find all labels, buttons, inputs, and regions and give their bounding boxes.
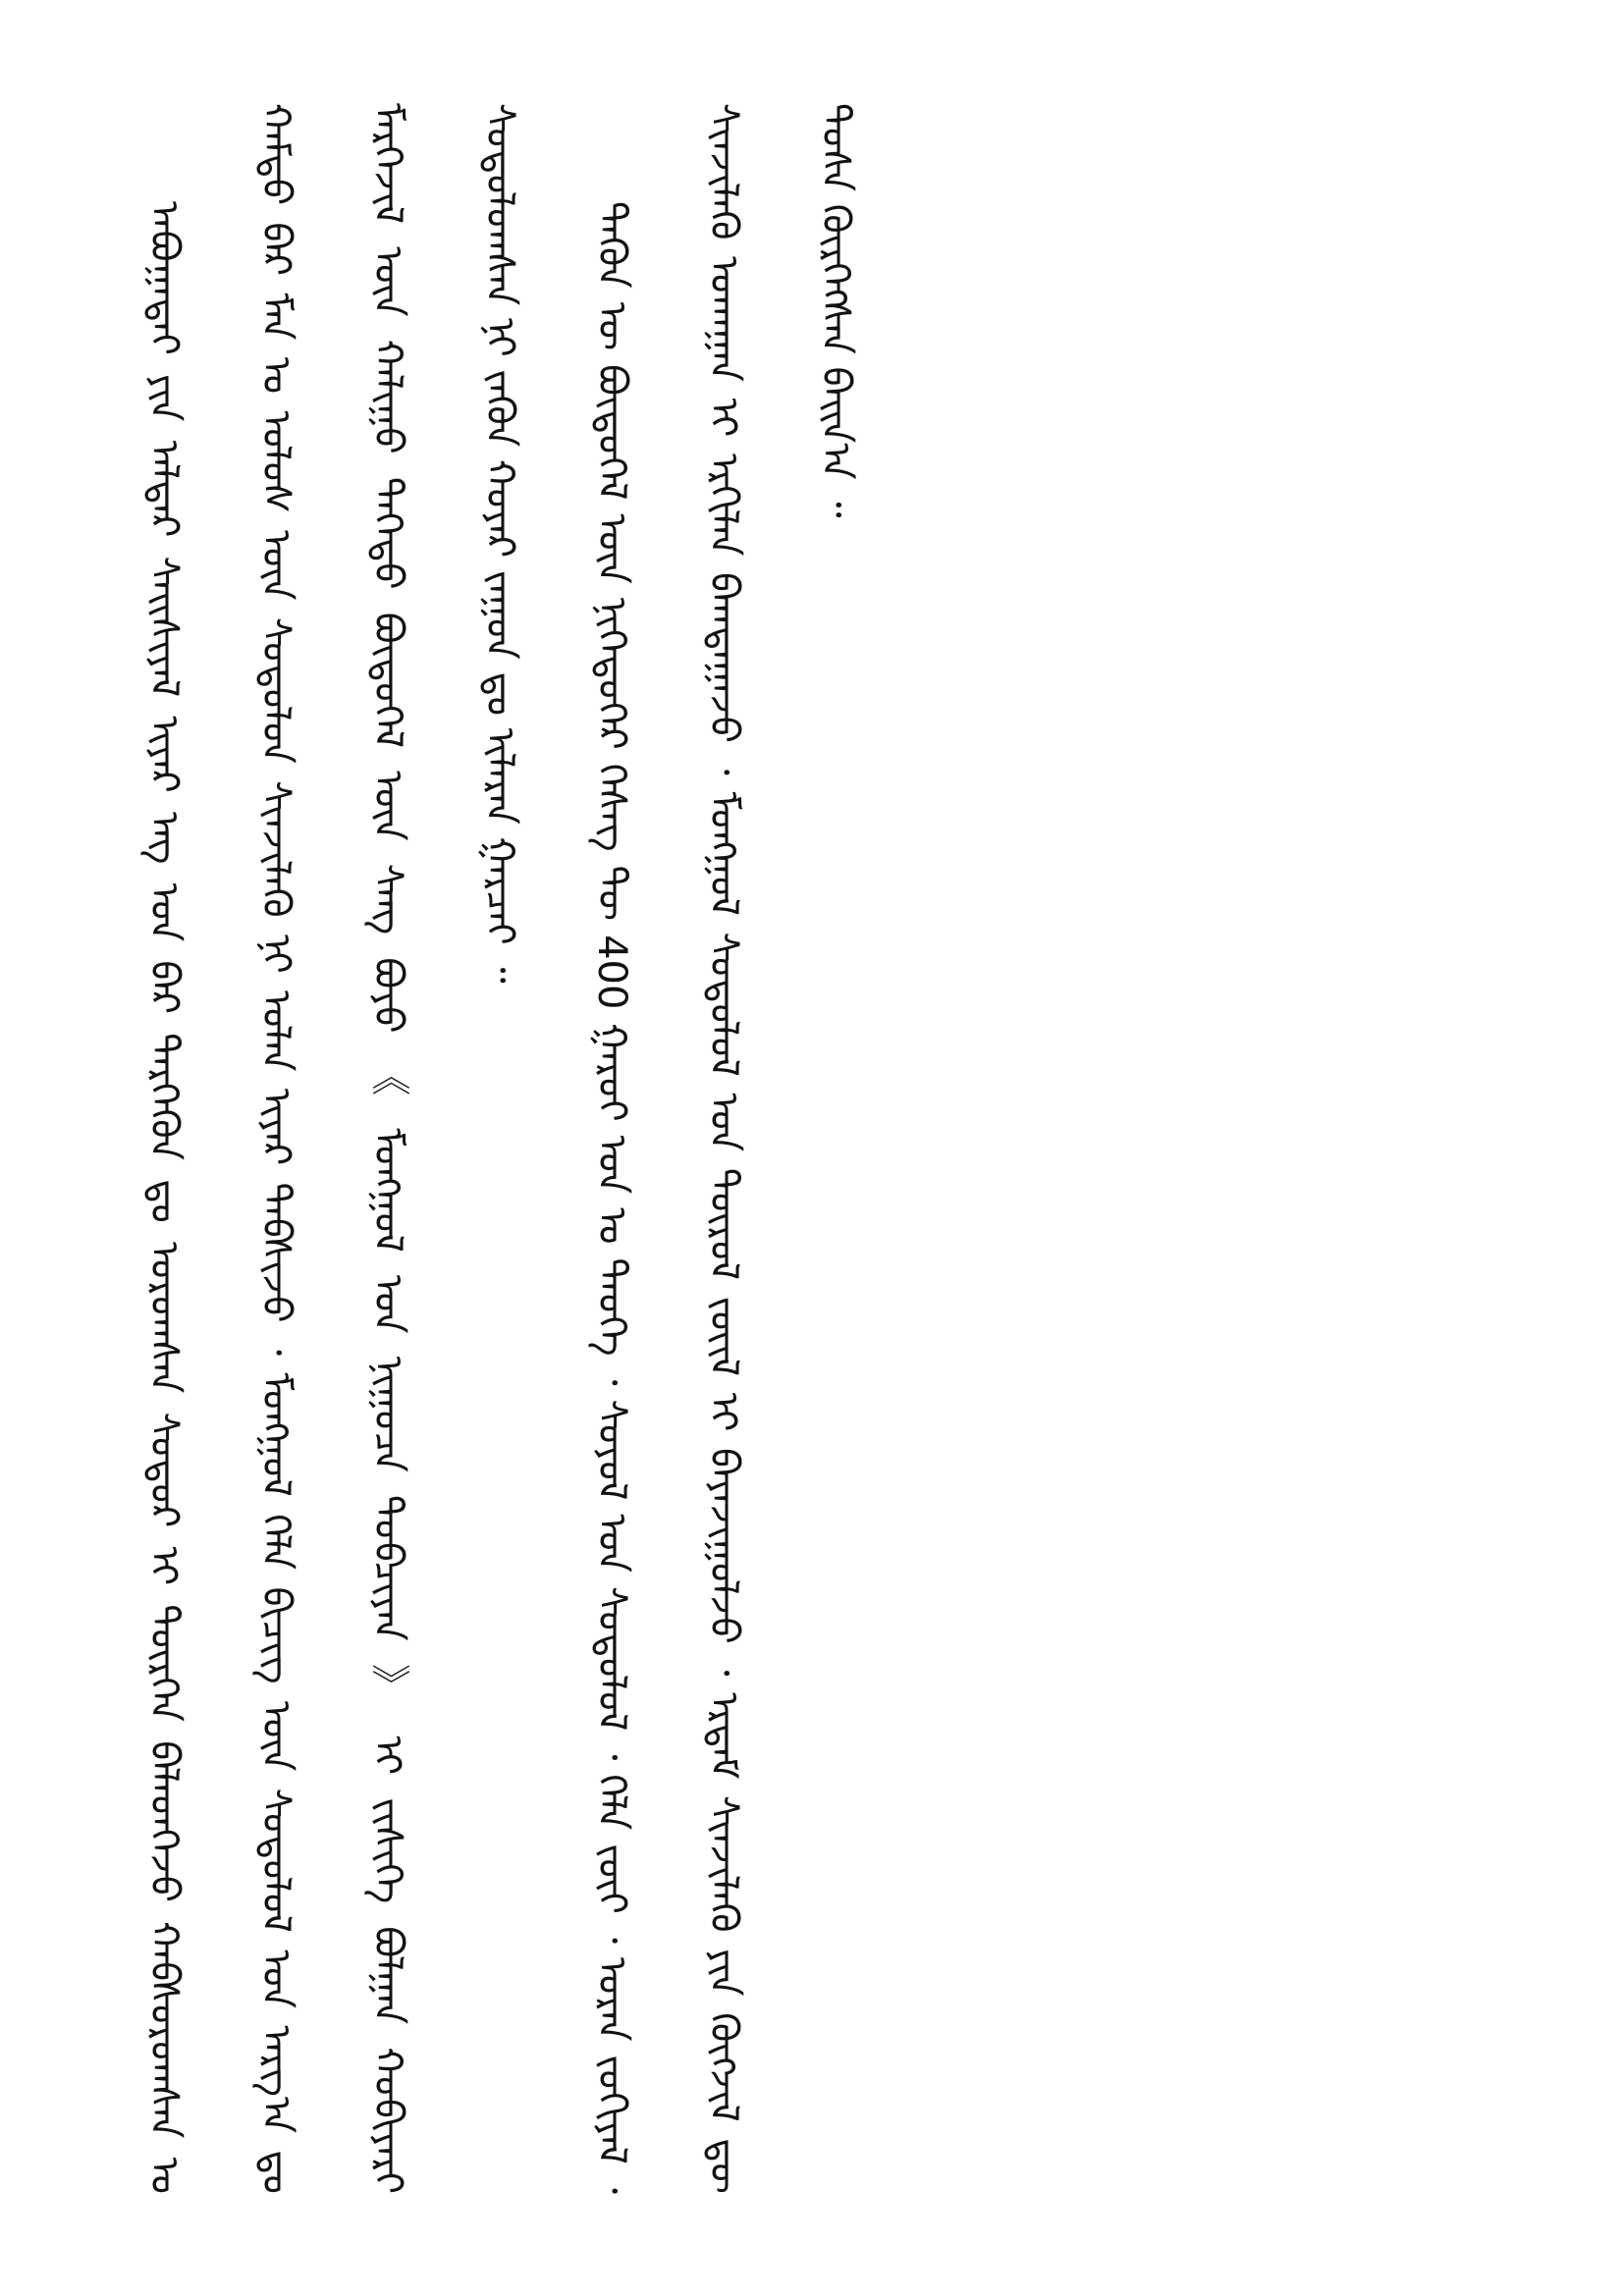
paragraph-2: ᠲᠡᠭᠦᠨ ᠦ ᠪᠦᠲᠦᠭᠡᠯ ᠦᠨ ᠨᠢᠭᠡᠳᠦᠭᠡᠷ ᠬᠡᠰᠡᠭ ᠲᠦ 400 ᠭᠠᠷᠤᠢ ᠣᠨ ᠤ ᠲᠡᠦᠬᠡ ᠂ ᠰᠤᠶᠤᠯ ᠤᠨ ᠰᠤᠳᠤᠯᠤᠯ ᠂ ᠬᠡᠯᠡ ᠵᠦᠢ ᠂ ᠤᠷᠠᠨ ᠵᠣᠬᠢᠶᠠᠯ ᠂ ᠰᠢᠨᠵᠢᠯᠡᠬᠦ ᠤᠬᠠᠭᠠᠨ ᠢ ᠡᠷᠬᠢᠯᠡᠨ ᠪᠠᠭᠲᠠᠭᠠᠵᠤ ᠂ ᠮᠣᠩᠭᠣᠯ ᠰᠤᠳᠤᠯᠤᠯ ᠤᠨ ᠲᠦᠷᠦᠯ ᠵᠦᠢᠯ ᠢ ᠪᠠᠶᠠᠵᠢᠭᠤᠯᠵᠤ ᠂ ᠡᠷᠳᠡᠮ ᠰᠢᠨᠵᠢᠯᠡᠬᠦ ᠶᠢᠨ ᠬᠥᠭᠵᠢᠯ ᠳᠦ ᠲᠤᠰᠠ ᠬᠦᠷᠭᠡᠭᠰᠡᠨ ᠪᠠᠢᠨ᠎ᠠ ᠃ — [589, 103, 858, 2194]
document-body — [108, 103, 1326, 2194]
paragraph-1: ᠠᠪᠤᠭᠠᠳᠠᠢ ᠶᠢᠨ ᠠᠯᠳᠠᠷ ᠰᠠᠢᠰᠢᠶᠠᠯ ᠢᠶᠠᠷ ᠡᠩ ᠤᠨ ᠪᠡᠷ ᠲᠡᠷᠭᠡᠭᠦᠨ ᠳᠤ ᠤᠷᠤᠭᠰᠠᠨ ᠰᠤᠳᠤᠷ ᠢ ᠲᠦᠷᠭᠡᠨ ᠪᠡᠯᠡᠳᠬᠡᠵᠦ ᠬᠠᠪᠰᠤᠷᠤᠭᠰᠠᠨ ᠤ ᠬᠠᠮᠲᠤ ᠪᠠᠷ ᠮᠠᠨ ᠤ ᠤᠯᠤᠰ ᠦᠨ ᠰᠤᠳᠤᠯᠤᠨ ᠰᠢᠨᠵᠢᠯᠡᠬᠦ ᠨᠢ ᠣᠯᠠᠨ ᠢᠶᠠᠷ ᠳᠡᠪᠰᠢᠵᠦ ᠂ ᠮᠣᠩᠭᠣᠯ ᠬᠡᠯᠡ ᠪᠢᠴᠢᠭ ᠦᠨ ᠰᠤᠳᠤᠯᠤᠯ ᠤᠨ ᠠᠷᠭ᠎ᠠ ᠳᠤ ᠮᠡᠷᠭᠡᠵᠢᠯ ᠦᠨ ᠬᠠᠯᠢᠭᠤ ᠳᠡᠭᠡᠳᠦ ᠪᠦᠲᠦᠭᠡᠯ ᠦᠨ ᠰᠠᠩ ᠪᠤᠶᠤ 《 ᠮᠣᠩᠭᠣᠯ ᠤᠨ ᠨᠢᠭᠤᠴᠠ ᠲᠤᠪᠴᠢᠶᠠᠨ 》 ᠢ ᠵᠢᠱᠢᠭᠡ ᠪᠣᠯᠭᠠᠨ ᠬᠤᠪᠢᠶᠠᠷᠢ ᠰᠤᠳᠤᠯᠤᠭᠰᠠᠨ ᠨᠢ ᠵᠡᠭᠦᠨ ᠬᠣᠶᠠᠷ ᠵᠠᠭᠤᠨ ᠳᠤ ᠢᠯᠡᠷᠡᠨ ᠭᠠᠷᠴᠠᠢ ᠃ — [141, 103, 522, 2194]
